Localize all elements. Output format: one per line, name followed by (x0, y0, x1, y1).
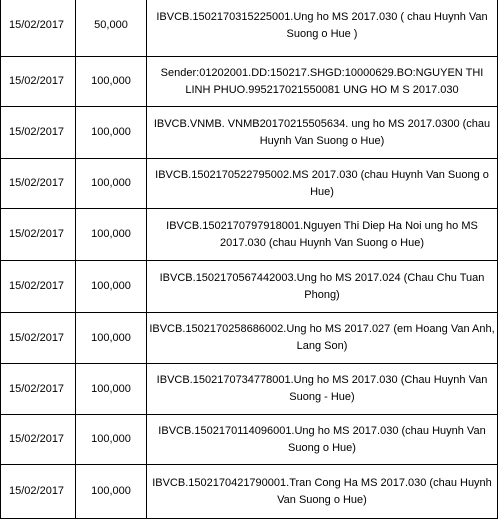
description-cell: IBVCB.1502170797918001.Nguyen Thi Diep Ha Noi ung ho MS 2017.030 (chau Huynh Van Suong o Hue) (147, 209, 498, 261)
description-cell: IBVCB.1502170567442003.Ung ho MS 2017.024 (Chau Chu Tuan Phong) (147, 261, 498, 313)
description-cell: IBVCB.1502170315225001.Ung ho MS 2017.030 ( chau Huynh Van Suong o Hue ) (147, 0, 498, 57)
date-cell: 15/02/2017 (1, 159, 76, 209)
table-row (1, 0, 498, 57)
table-row (1, 107, 498, 159)
amount-cell: 100,000 (76, 209, 147, 261)
table-row (1, 415, 498, 465)
amount-cell: 100,000 (76, 313, 147, 364)
description-cell: Sender:01202001.DD:150217.SHGD:10000629.BO:NGUYEN THI LINH PHUO.995217021550081 UNG HO M S 2017.030 (147, 57, 498, 107)
date-cell: 15/02/2017 (1, 107, 76, 159)
amount-cell: 100,000 (76, 465, 147, 519)
amount-cell: 100,000 (76, 107, 147, 159)
table-row (1, 57, 498, 107)
description-cell: IBVCB.1502170258686002.Ung ho MS 2017.027 (em Hoang Van Anh, Lang Son) (147, 313, 498, 364)
date-cell: 15/02/2017 (1, 465, 76, 519)
date-cell: 15/02/2017 (1, 0, 76, 57)
amount-cell: 100,000 (76, 57, 147, 107)
amount-cell: 100,000 (76, 261, 147, 313)
table-row (1, 465, 498, 519)
description-cell: IBVCB.1502170522795002.MS 2017.030 (chau Huynh Van Suong o Hue) (147, 159, 498, 209)
table-row (1, 159, 498, 209)
date-cell: 15/02/2017 (1, 261, 76, 313)
table-row (1, 209, 498, 261)
amount-cell: 100,000 (76, 415, 147, 465)
date-cell: 15/02/2017 (1, 209, 76, 261)
amount-cell: 100,000 (76, 364, 147, 415)
date-cell: 15/02/2017 (1, 313, 76, 364)
table-row (1, 261, 498, 313)
table-row (1, 364, 498, 415)
date-cell: 15/02/2017 (1, 57, 76, 107)
description-cell: IBVCB.1502170421790001.Tran Cong Ha MS 2017.030 (chau Huynh Van Suong o Hue) (147, 465, 498, 519)
description-cell: IBVCB.VNMB. VNMB20170215505634. ung ho MS 2017.0300 (chau Huynh Van Suong o Hue) (147, 107, 498, 159)
date-cell: 15/02/2017 (1, 415, 76, 465)
date-cell: 15/02/2017 (1, 364, 76, 415)
description-cell: IBVCB.1502170114096001.Ung ho MS 2017.030 (chau Huynh Van Suong o Hue) (147, 415, 498, 465)
table-row (1, 313, 498, 364)
amount-cell: 50,000 (76, 0, 147, 57)
description-cell: IBVCB.1502170734778001.Ung ho MS 2017.030 (Chau Huynh Van Suong - Hue) (147, 364, 498, 415)
amount-cell: 100,000 (76, 159, 147, 209)
